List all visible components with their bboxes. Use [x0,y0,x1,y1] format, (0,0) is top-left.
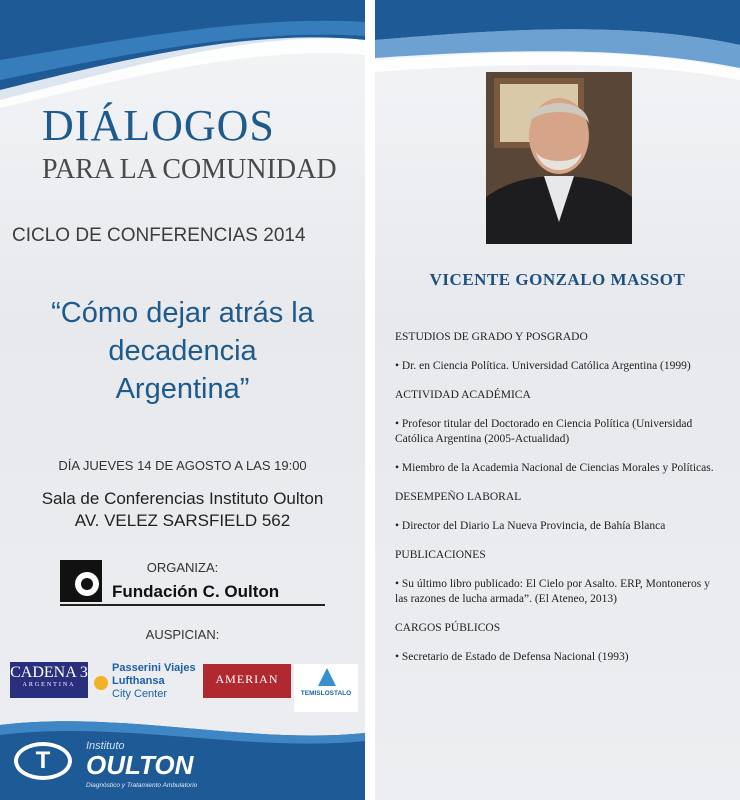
cv-item: • Secretario de Estado de Defensa Nacional (1993) [395,651,629,663]
sponsor-name: CADENA 3 [10,664,88,681]
sponsor-name: Lufthansa [112,675,165,687]
conference-title-line: “Cómo dejar atrás la [51,297,314,329]
footer-oulton: OULTON [86,750,194,780]
event-title: DIÁLOGOS [42,101,275,150]
divider [60,604,325,606]
sponsor-name: City Center [112,688,168,700]
conference-title-line: Argentina” [115,373,250,405]
cycle-label: CICLO DE CONFERENCIAS 2014 [12,225,306,246]
instituto-oulton-logo [14,740,234,796]
organizer-logo [60,558,325,604]
sponsor-amerian-logo: AMERIAN [203,664,291,698]
top-wave-decoration [0,0,365,110]
sponsor-subname: ARGENTINA [22,682,76,688]
event-venue [0,488,365,532]
venue-name: Sala de Conferencias Instituto Oulton [41,489,324,508]
speaker-cv [395,330,725,679]
cv-heading: CARGOS PÚBLICOS [395,622,501,634]
cv-heading: ACTIVIDAD ACADÉMICA [395,389,531,401]
sponsor-name: TEMISLOSTALO [300,690,352,697]
temis-triangle-icon [318,668,336,686]
cv-item: • Dr. en Ciencia Política. Universidad Católica Argentina (1999) [395,360,691,372]
event-date: DÍA JUEVES 14 DE AGOSTO A LAS 19:00 [58,458,307,473]
sponsor-passerini-logo [94,662,194,702]
cv-heading: ESTUDIOS DE GRADO Y POSGRADO [395,331,588,343]
flyer-left-panel [0,0,365,800]
oulton-t-icon: T [35,747,51,774]
event-subtitle: PARA LA COMUNIDAD [42,154,337,185]
sponsors-label: AUSPICIAN: [145,627,220,642]
venue-address: AV. VELEZ SARSFIELD 562 [74,511,291,530]
organizer-name: Fundación C. Oulton [112,582,280,601]
cv-item: • Miembro de la Academia Nacional de Ciencias Morales y Políticas. [395,462,714,474]
conference-title-line: decadencia [108,335,257,367]
sponsor-temis-logo [294,664,358,712]
organizer-label: ORGANIZA: [146,560,219,575]
cv-item: • Su último libro publicado: El Cielo por Asalto. ERP, Montoneros y las razones de lucha armada”. (El Ateneo, 2013) [395,578,710,605]
fundacion-logo-icon [60,560,102,602]
sponsor-name: Passerini Viajes [112,662,196,674]
conference-title [0,294,365,408]
cv-heading: DESEMPEÑO LABORAL [395,491,522,503]
speaker-photo [486,72,632,244]
footer-tagline: Diagnóstico y Tratamiento Ambulatorio [86,782,198,789]
flyer-right-panel [375,0,740,800]
cv-item: • Profesor titular del Doctorado en Ciencia Política (Universidad Católica Argentina (2005-Actualidad) [395,418,693,445]
lufthansa-crane-icon [94,676,108,690]
speaker-portrait-image [486,72,632,244]
footer-instituto: Instituto [86,740,125,752]
cv-heading: PUBLICACIONES [395,549,486,561]
speaker-name: VICENTE GONZALO MASSOT [429,270,686,289]
cv-item: • Director del Diario La Nueva Provincia, de Bahía Blanca [395,520,666,532]
sponsor-cadena3-logo [10,662,88,698]
